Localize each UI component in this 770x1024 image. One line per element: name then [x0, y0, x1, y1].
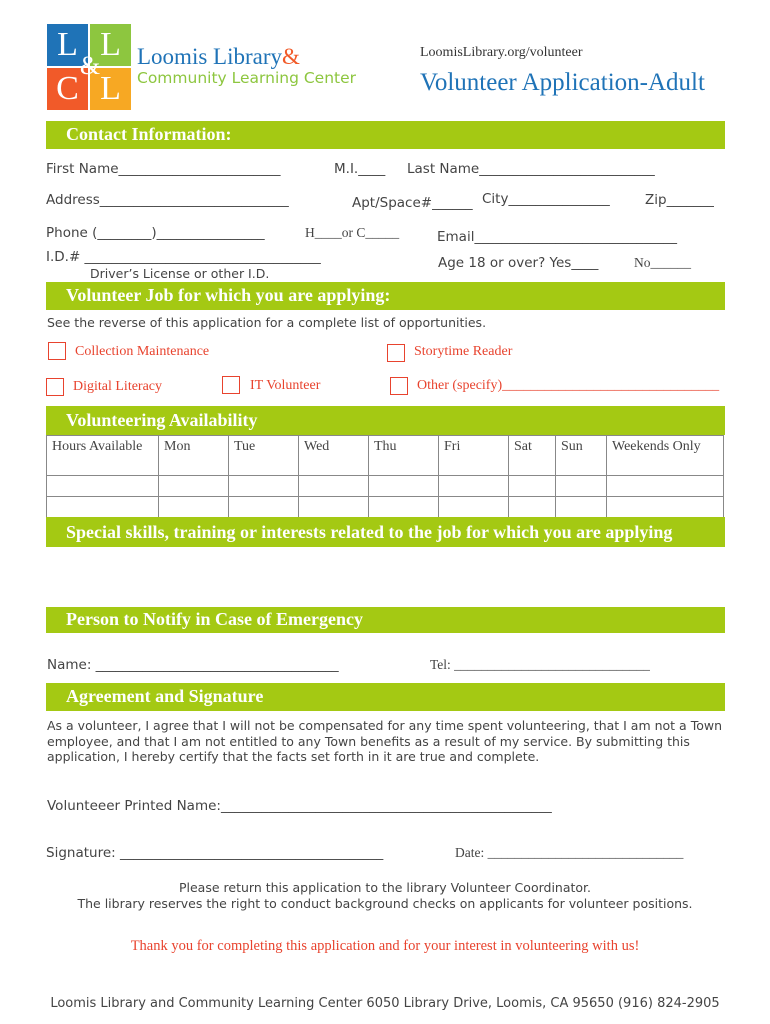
table-cell[interactable] [509, 476, 556, 497]
section-emergency-bar [46, 607, 725, 633]
skills-text-area[interactable] [46, 552, 725, 604]
brand-name [137, 44, 300, 70]
table-cell[interactable] [439, 476, 509, 497]
table-row [47, 476, 724, 497]
collection-maintenance-label: Collection Maintenance [75, 344, 210, 359]
digital-literacy-label: Digital Literacy [73, 379, 163, 394]
table-cell[interactable] [369, 476, 439, 497]
age-yes-field[interactable]: Age 18 or over? Yes____ [438, 255, 599, 271]
section-agreement-title: Agreement and Signature [66, 686, 264, 706]
col-thu: Thu [369, 436, 439, 476]
table-cell[interactable] [159, 476, 229, 497]
table-cell[interactable] [607, 476, 724, 497]
table-cell[interactable] [299, 497, 369, 518]
col-fri: Fri [439, 436, 509, 476]
printed-name-field[interactable]: Volunteeer Printed Name:_________________________________________________ [47, 798, 552, 814]
table-cell[interactable] [229, 476, 299, 497]
footer-address: Loomis Library and Community Learning Center 6050 Library Drive, Loomis, CA 95650 (916) 824-2905 [50, 996, 720, 1011]
col-hours-available: Hours Available [47, 436, 159, 476]
page-title: Volunteer Application-Adult [420, 69, 705, 96]
section-contact-title: Contact Information: [66, 124, 232, 144]
id-hint: Driver’s License or other I.D. [90, 266, 270, 281]
id-field[interactable]: I.D.# ___________________________________ [46, 249, 321, 265]
col-weekends-only: Weekends Only [607, 436, 724, 476]
job-note: See the reverse of this application for a complete list of opportunities. [47, 315, 487, 330]
logo-ampersand: & [79, 51, 101, 80]
table-cell[interactable] [369, 497, 439, 518]
digital-literacy-checkbox[interactable] [46, 378, 64, 396]
col-sun: Sun [556, 436, 607, 476]
section-emergency-title: Person to Notify in Case of Emergency [66, 609, 363, 629]
background-check-note: The library reserves the right to conduct background checks on applicants for volunteer positions. [77, 896, 693, 911]
thank-you-message: Thank you for completing this application and for your interest in volunteering with us! [130, 938, 640, 954]
table-cell[interactable] [556, 476, 607, 497]
agreement-text: As a volunteer, I agree that I will not be compensated for any time spent volunteering, that I am not a Town employee, and that I am not entitled to any Town benefits as a result of my service. By submitting this application, I hereby certify that the facts set forth in it are true and complete. [47, 718, 722, 764]
first-name-field[interactable]: First Name________________________ [46, 161, 281, 177]
emergency-name-field[interactable]: Name: ____________________________________ [47, 657, 339, 673]
table-cell[interactable] [439, 497, 509, 518]
section-skills-bar [46, 517, 725, 547]
zip-field[interactable]: Zip_______ [645, 192, 714, 208]
table-cell[interactable] [47, 476, 159, 497]
table-cell[interactable] [509, 497, 556, 518]
return-instructions: Please return this application to the library Volunteer Coordinator. [178, 880, 592, 895]
section-availability-bar [46, 406, 725, 435]
logo-tile-yellow: L [90, 68, 131, 110]
it-volunteer-label: IT Volunteer [250, 378, 321, 393]
apt-field[interactable]: Apt/Space#______ [352, 195, 473, 211]
collection-maintenance-checkbox[interactable] [48, 342, 66, 360]
signature-field[interactable]: Signature: _______________________________________ [46, 845, 384, 861]
storytime-reader-checkbox[interactable] [387, 344, 405, 362]
table-cell[interactable] [229, 497, 299, 518]
last-name-field[interactable]: Last Name__________________________ [407, 161, 655, 177]
h-or-c-field[interactable]: H____or C_____ [305, 225, 400, 240]
availability-table [46, 435, 724, 518]
other-checkbox[interactable] [390, 377, 408, 395]
table-cell[interactable] [159, 497, 229, 518]
date-field[interactable]: Date: _____________________________ [455, 845, 684, 860]
logo-tile-green: L [90, 24, 131, 66]
city-field[interactable]: City_______________ [482, 191, 610, 207]
age-no-field[interactable]: No______ [634, 255, 691, 270]
brand-subtitle: Community Learning Center [137, 69, 357, 87]
phone-field[interactable]: Phone (________)________________ [46, 225, 265, 241]
col-sat: Sat [509, 436, 556, 476]
address-field[interactable]: Address____________________________ [46, 192, 289, 208]
other-label[interactable]: Other (specify)_______________________________ [417, 378, 720, 393]
logo-tile-orange: C [47, 68, 88, 110]
section-agreement-bar [46, 683, 725, 711]
col-tue: Tue [229, 436, 299, 476]
brand-name-text: Loomis Library [137, 44, 282, 69]
table-cell[interactable] [607, 497, 724, 518]
brand-ampersand: & [282, 44, 300, 69]
table-cell[interactable] [556, 497, 607, 518]
section-contact-bar [46, 121, 725, 149]
table-header-row [47, 436, 724, 476]
volunteer-url: LoomisLibrary.org/volunteer [420, 45, 583, 60]
table-row [47, 497, 724, 518]
section-job-bar [46, 282, 725, 310]
section-availability-title: Volunteering Availability [66, 410, 258, 430]
emergency-tel-field[interactable]: Tel: _____________________________ [430, 657, 650, 672]
storytime-reader-label: Storytime Reader [414, 344, 513, 359]
logo-tile-blue: L [47, 24, 88, 66]
table-cell[interactable] [299, 476, 369, 497]
section-skills-title: Special skills, training or interests related to the job for which you are applying [66, 522, 673, 542]
col-mon: Mon [159, 436, 229, 476]
section-job-title: Volunteer Job for which you are applying: [66, 285, 391, 305]
it-volunteer-checkbox[interactable] [222, 376, 240, 394]
library-logo [47, 24, 131, 110]
col-wed: Wed [299, 436, 369, 476]
table-cell[interactable] [47, 497, 159, 518]
mi-field[interactable]: M.I.____ [334, 161, 386, 177]
email-field[interactable]: Email______________________________ [437, 229, 677, 245]
